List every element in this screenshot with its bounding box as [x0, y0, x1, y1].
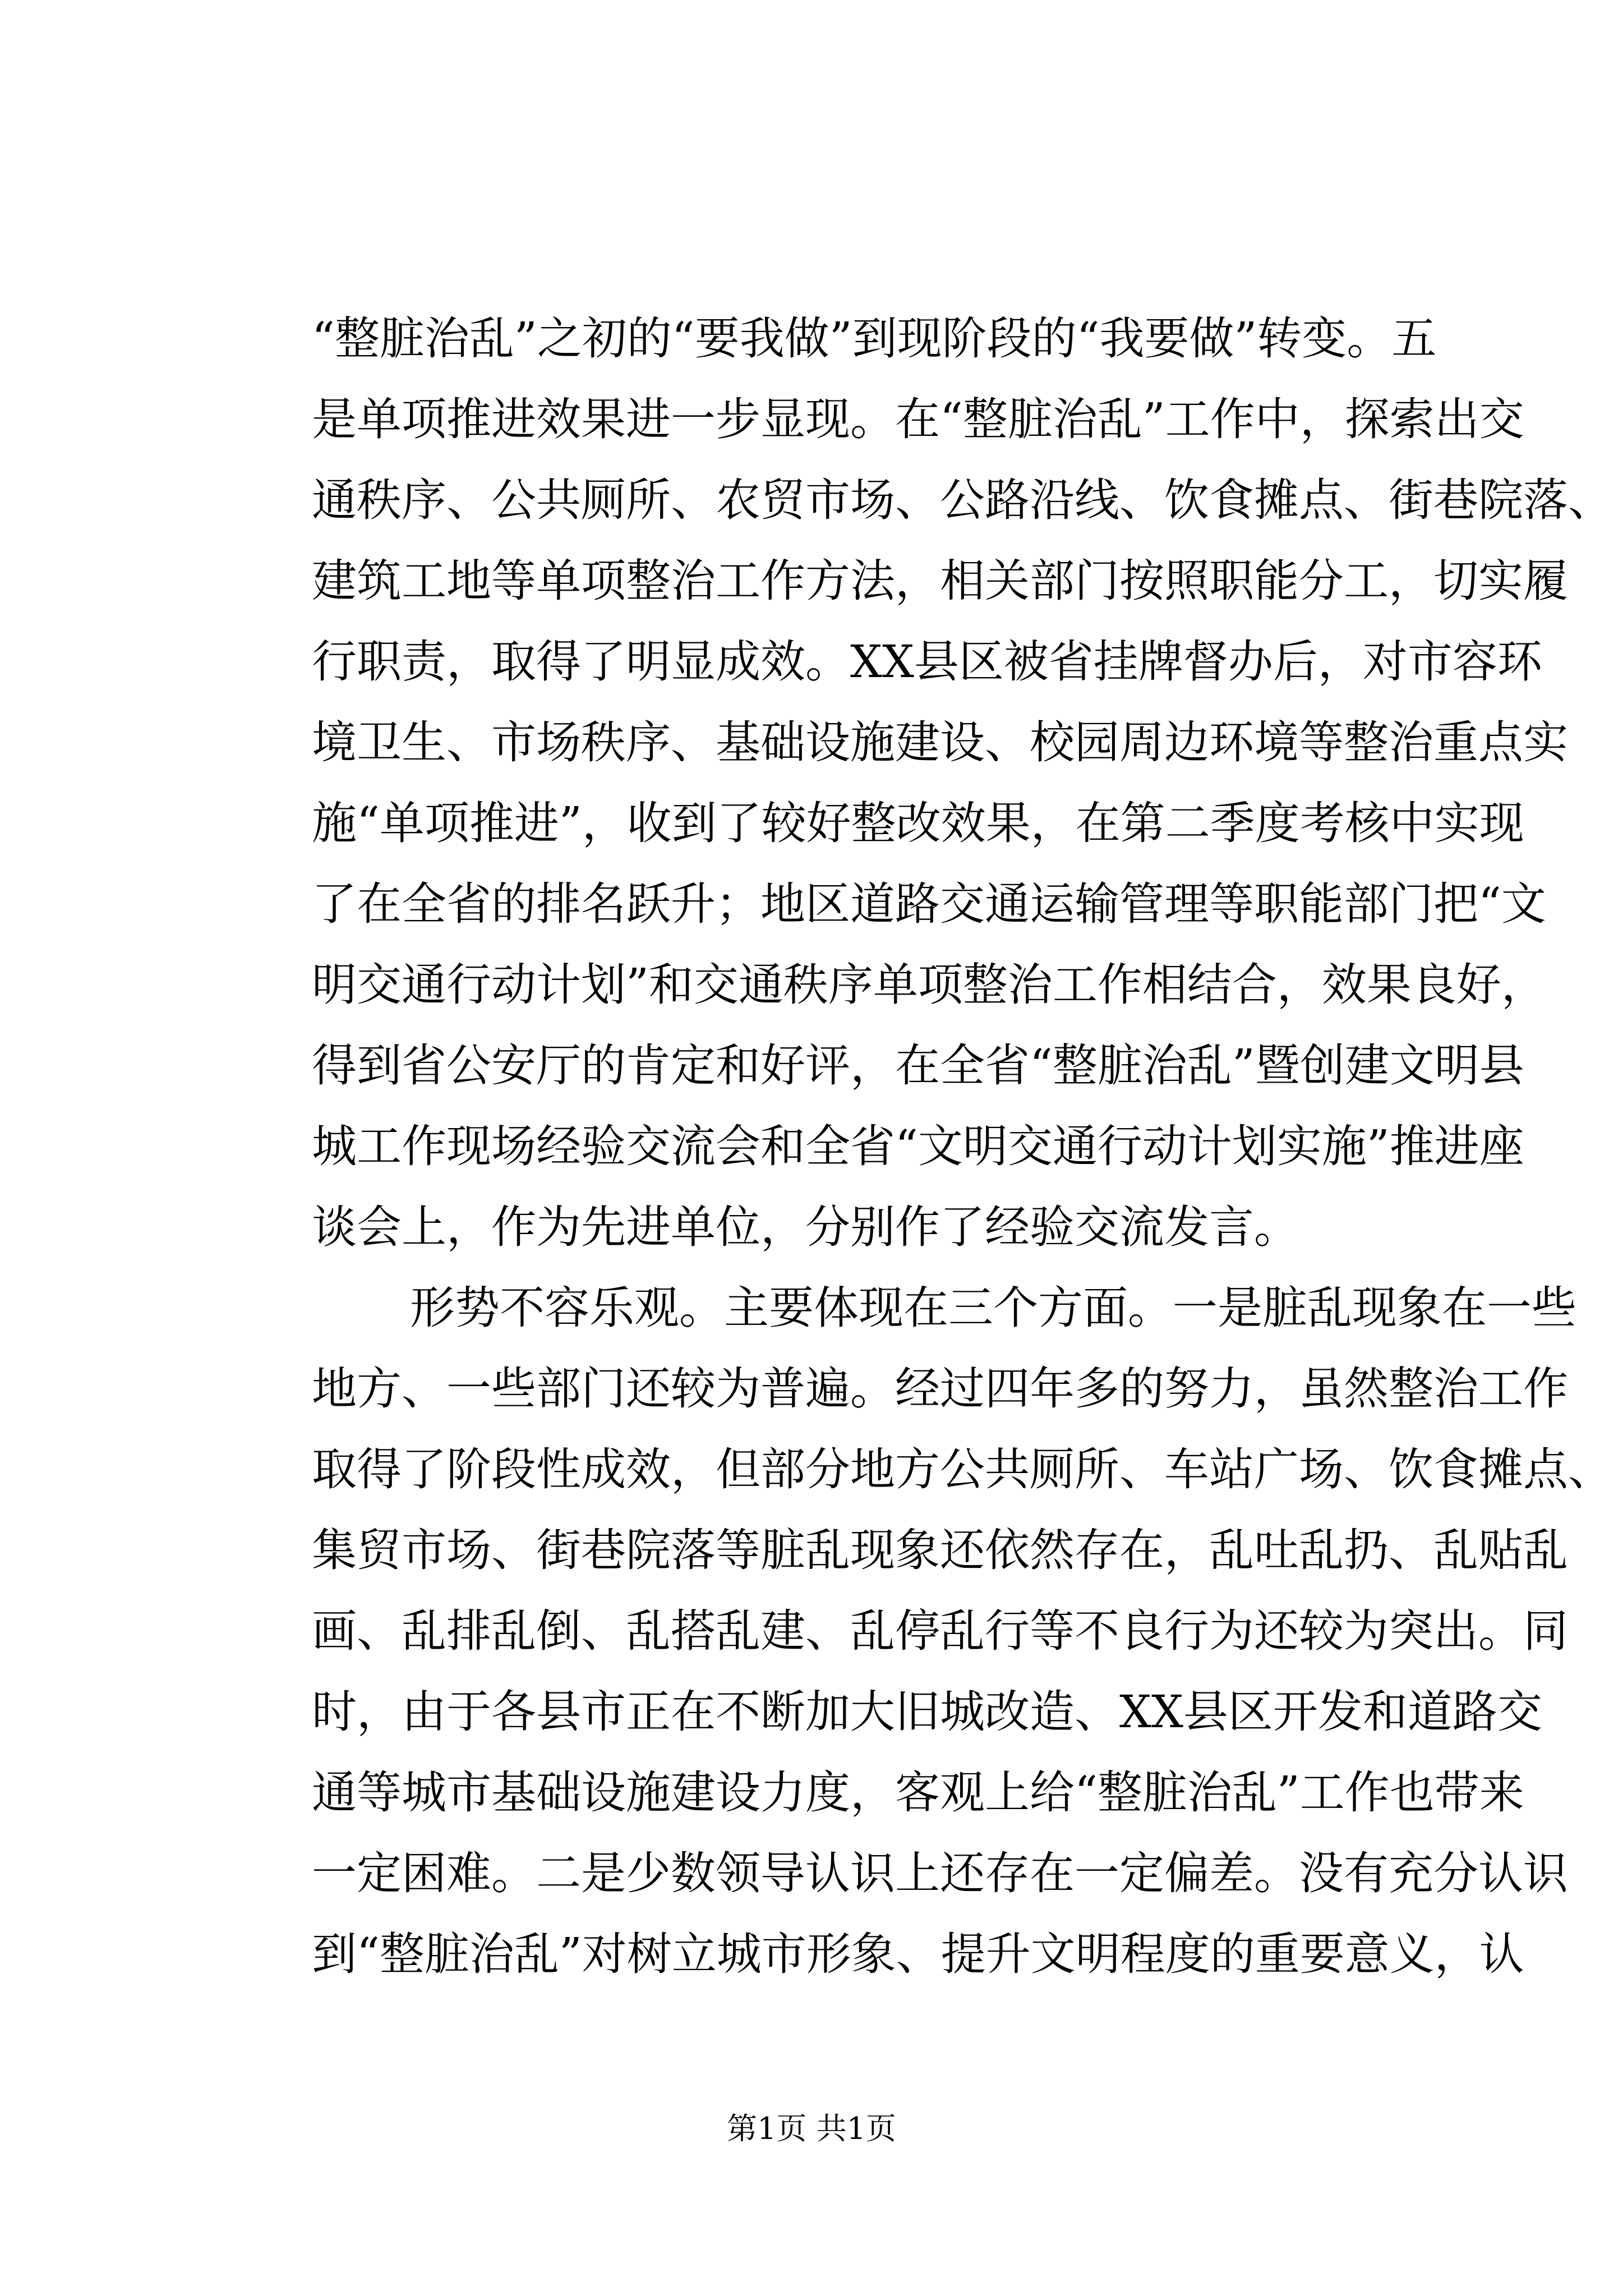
- text-line: 时，由于各县市正在不断加大旧城改造、XX县区开发和道路交: [312, 1686, 1542, 1738]
- text-line: 取得了阶段性成效，但部分地方公共厕所、车站广场、饮食摊点、: [312, 1443, 1613, 1496]
- text-line: 谈会上，作为先进单位，分别作了经验交流发言。: [312, 1201, 1299, 1253]
- paragraph-start-line: 形势不容乐观。主要体现在三个方面。一是脏乱现象在一些: [410, 1282, 1576, 1334]
- text-line: 集贸市场、街巷院落等脏乱现象还依然存在，乱吐乱扔、乱贴乱: [312, 1524, 1568, 1576]
- text-line: 是单项推进效果进一步显现。在“整脏治乱”工作中，探索出交: [312, 393, 1524, 445]
- text-line: 通等城市基础设施建设力度，客观上给“整脏治乱”工作也带来: [312, 1766, 1524, 1819]
- text-line: 行职责，取得了明显成效。XX县区被省挂牌督办后，对市容环: [312, 636, 1542, 688]
- text-line: 得到省公安厅的肯定和好评，在全省“整脏治乱”暨创建文明县: [312, 1039, 1524, 1092]
- text-line: 到“整脏治乱”对树立城市形象、提升文明程度的重要意义，认: [312, 1928, 1524, 1980]
- text-line: 城工作现场经验交流会和全省“文明交通行动计划实施”推进座: [312, 1120, 1524, 1172]
- text-line: 画、乱排乱倒、乱搭乱建、乱停乱行等不良行为还较为突出。同: [312, 1605, 1568, 1657]
- text-line: “整脏治乱”之初的“要我做”到现阶段的“我要做”转变。五: [312, 312, 1437, 365]
- page-footer: 第1页 共1页: [727, 2111, 896, 2146]
- text-line: 地方、一些部门还较为普遍。经过四年多的努力，虽然整治工作: [312, 1363, 1568, 1415]
- text-line: 一定困难。二是少数领导认识上还存在一定偏差。没有充分认识: [312, 1847, 1568, 1899]
- text-line: 了在全省的排名跃升；地区道路交通运输管理等职能部门把“文: [312, 878, 1546, 930]
- text-line: 境卫生、市场秩序、基础设施建设、校园周边环境等整治重点实: [312, 716, 1568, 769]
- body-text: [312, 298, 1613, 1995]
- text-line: 施“单项推进”，收到了较好整改效果，在第二季度考核中实现: [312, 797, 1524, 849]
- text-line: 明交通行动计划”和交通秩序单项整治工作相结合，效果良好，: [312, 959, 1546, 1011]
- text-line: 建筑工地等单项整治工作方法，相关部门按照职能分工，切实履: [312, 555, 1568, 607]
- text-line: 通秩序、公共厕所、农贸市场、公路沿线、饮食摊点、街巷院落、: [312, 474, 1613, 526]
